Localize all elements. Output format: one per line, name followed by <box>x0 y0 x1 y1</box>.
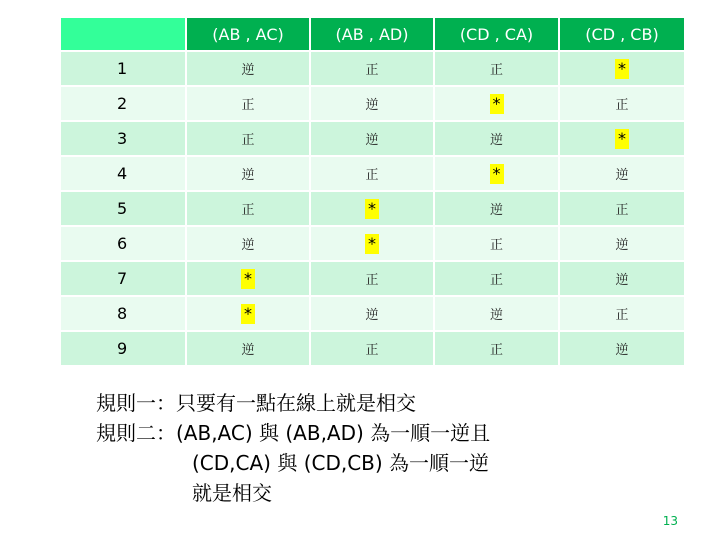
row-label: 7 <box>60 261 186 296</box>
table-row <box>60 156 685 191</box>
orientation-value: 逆 <box>489 308 503 323</box>
table-cell <box>434 86 559 121</box>
orientation-value: 逆 <box>489 203 503 218</box>
table-cell <box>434 121 559 156</box>
table-cell <box>310 226 434 261</box>
orientation-value: 正 <box>241 98 255 113</box>
table-cell <box>186 156 310 191</box>
orientation-value: 正 <box>365 273 379 288</box>
table-row <box>60 296 685 331</box>
orientation-value: 正 <box>489 273 503 288</box>
table-row <box>60 51 685 86</box>
table-cell <box>310 121 434 156</box>
table-row <box>60 261 685 296</box>
table-cell <box>434 261 559 296</box>
row-label: 1 <box>60 51 186 86</box>
orientation-value: 正 <box>365 343 379 358</box>
table-cell <box>310 86 434 121</box>
table-cell <box>434 296 559 331</box>
rules-text <box>96 388 490 508</box>
table-cell <box>186 331 310 366</box>
row-label: 3 <box>60 121 186 156</box>
table-cell <box>186 86 310 121</box>
orientation-value: 逆 <box>241 238 255 253</box>
table-cell <box>310 51 434 86</box>
row-label: 2 <box>60 86 186 121</box>
table-cell <box>559 51 685 86</box>
table-cell <box>559 296 685 331</box>
table-row <box>60 226 685 261</box>
on-line-marker: * <box>241 304 255 324</box>
orientation-value: 逆 <box>241 343 255 358</box>
orientation-value: 正 <box>489 63 503 78</box>
orientation-value: 逆 <box>365 133 379 148</box>
table-row <box>60 331 685 366</box>
on-line-marker: * <box>365 199 379 219</box>
table-cell <box>186 191 310 226</box>
table-cell <box>559 261 685 296</box>
rule-two-line1: 規則二：(AB,AC) 與 (AB,AD) 為一順一逆且 <box>96 421 491 445</box>
table-row <box>60 86 685 121</box>
table-header-row <box>60 17 685 51</box>
header-cell-ab-ac: (AB , AC) <box>186 17 310 51</box>
orientation-value: 正 <box>241 203 255 218</box>
table-cell <box>186 51 310 86</box>
table-cell <box>310 261 434 296</box>
orientation-value: 正 <box>615 98 629 113</box>
orientation-value: 正 <box>615 308 629 323</box>
orientation-value: 逆 <box>615 168 629 183</box>
table-cell <box>434 51 559 86</box>
on-line-marker: * <box>490 94 504 114</box>
orientation-value: 正 <box>489 238 503 253</box>
rule-two-line2 <box>96 448 490 478</box>
table-cell <box>559 331 685 366</box>
orientation-value: 逆 <box>365 98 379 113</box>
orientation-value: 逆 <box>241 63 255 78</box>
orientation-value: 逆 <box>615 273 629 288</box>
rule-two-line3-text: 就是相交 <box>192 481 272 505</box>
table-cell <box>434 331 559 366</box>
rule-one: 規則一：只要有一點在線上就是相交 <box>96 391 416 415</box>
table-row <box>60 121 685 156</box>
table-cell <box>186 296 310 331</box>
row-label: 4 <box>60 156 186 191</box>
table-cell <box>434 226 559 261</box>
table-cell <box>310 156 434 191</box>
table-cell <box>559 191 685 226</box>
orientation-value: 正 <box>615 203 629 218</box>
table-cell <box>559 226 685 261</box>
table-cell <box>434 191 559 226</box>
table-row <box>60 191 685 226</box>
orientation-table <box>59 16 686 367</box>
orientation-value: 逆 <box>615 343 629 358</box>
orientation-value: 逆 <box>365 308 379 323</box>
on-line-marker: * <box>365 234 379 254</box>
table-body <box>60 51 685 366</box>
orientation-value: 正 <box>489 343 503 358</box>
table-cell <box>310 331 434 366</box>
table-cell <box>186 121 310 156</box>
orientation-value: 逆 <box>489 133 503 148</box>
on-line-marker: * <box>241 269 255 289</box>
table-cell <box>186 261 310 296</box>
row-label: 8 <box>60 296 186 331</box>
on-line-marker: * <box>490 164 504 184</box>
rule-two-line2-text: (CD,CA) 與 (CD,CB) 為一順一逆 <box>192 451 490 475</box>
page-number: 13 <box>662 514 678 528</box>
table-cell <box>559 156 685 191</box>
orientation-value: 正 <box>365 168 379 183</box>
header-cell-cd-cb: (CD , CB) <box>559 17 685 51</box>
header-cell-corner <box>60 17 186 51</box>
table-cell <box>186 226 310 261</box>
table-cell <box>310 191 434 226</box>
rule-two-line3 <box>96 478 490 508</box>
row-label: 9 <box>60 331 186 366</box>
row-label: 6 <box>60 226 186 261</box>
header-cell-ab-ad: (AB , AD) <box>310 17 434 51</box>
row-label: 5 <box>60 191 186 226</box>
on-line-marker: * <box>615 59 629 79</box>
on-line-marker: * <box>615 129 629 149</box>
orientation-value: 正 <box>365 63 379 78</box>
orientation-value: 逆 <box>615 238 629 253</box>
table-cell <box>559 121 685 156</box>
table-cell <box>434 156 559 191</box>
table-cell <box>310 296 434 331</box>
orientation-value: 逆 <box>241 168 255 183</box>
table-cell <box>559 86 685 121</box>
orientation-value: 正 <box>241 133 255 148</box>
header-cell-cd-ca: (CD , CA) <box>434 17 559 51</box>
